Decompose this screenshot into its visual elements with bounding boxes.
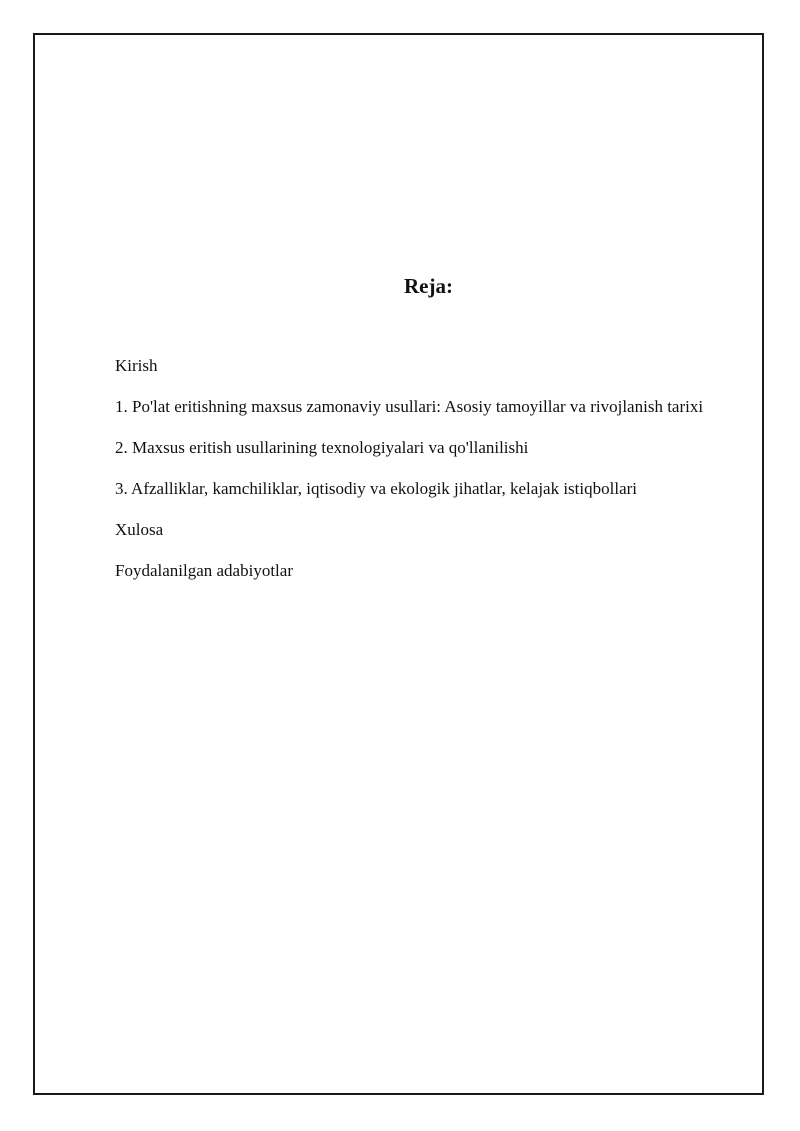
plan-list (115, 350, 733, 596)
plan-item-chapter-2: 2. Maxsus eritish usullarining texnologiyalari va qo'llanilishi (115, 438, 529, 457)
plan-title: Reja: (404, 274, 453, 298)
plan-item-references: Foydalanilgan adabiyotlar (115, 561, 293, 580)
plan-item-chapter-1: 1. Po'lat eritishning maxsus zamonaviy usullari: Asosiy tamoyillar va rivojlanish tarixi (115, 397, 704, 416)
plan-item-chapter-3: 3. Afzalliklar, kamchiliklar, iqtisodiy va ekologik jihatlar, kelajak istiqbollari (115, 479, 637, 498)
plan-item-introduction: Kirish (115, 356, 158, 375)
plan-item-conclusion: Xulosa (115, 520, 164, 539)
